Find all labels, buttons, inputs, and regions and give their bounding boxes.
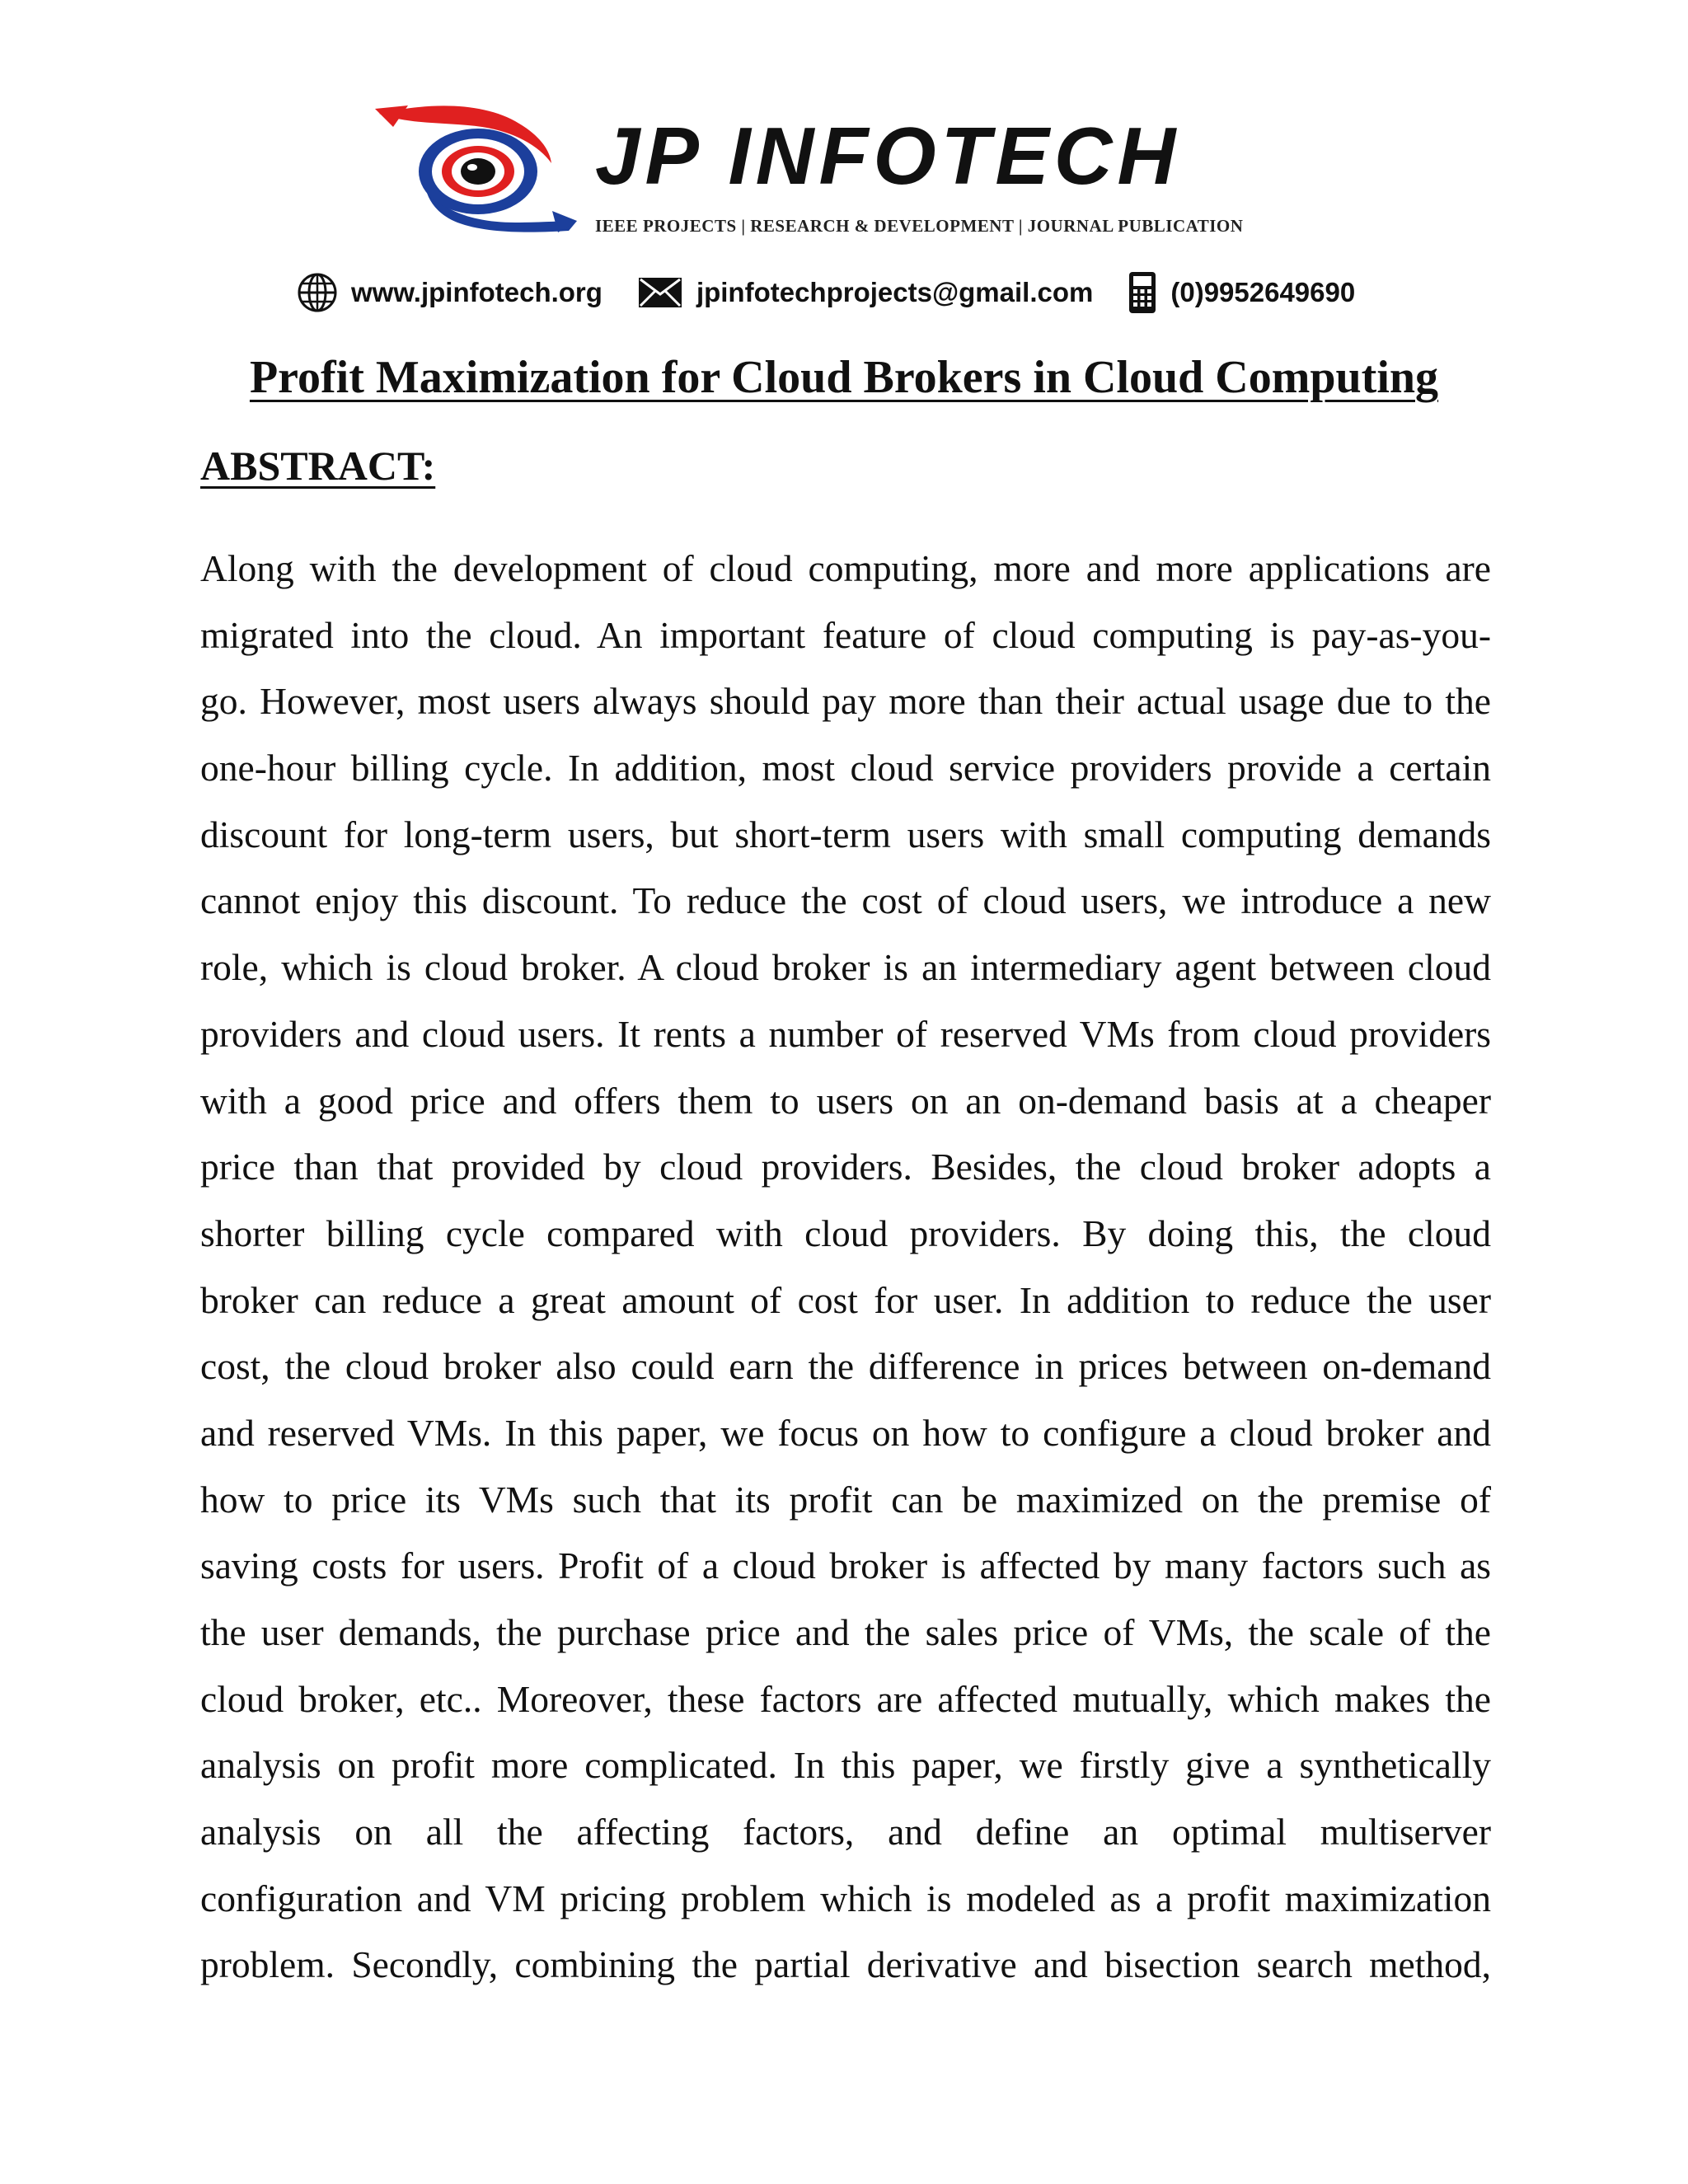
abstract-line: price than that provided by cloud providers. Besides, the cloud broker adopts a <box>200 1146 1491 1188</box>
website-text: www.jpinfotech.org <box>351 277 603 307</box>
document-title: Profit Maximization for Cloud Brokers in Cloud Computing <box>249 352 1439 403</box>
envelope-icon <box>637 276 683 309</box>
abstract-line: configuration and VM pricing problem which is modeled as a profit maximization <box>200 1877 1491 1919</box>
abstract-line: broker can reduce a great amount of cost for user. In addition to reduce the user <box>200 1278 1491 1321</box>
abstract-line: problem. Secondly, combining the partial derivative and bisection search method, <box>200 1943 1491 1986</box>
abstract-line: and reserved VMs. In this paper, we focus on how to configure a cloud broker and <box>200 1411 1491 1454</box>
abstract-line: shorter billing cycle compared with cloud providers. By doing this, the cloud <box>200 1212 1491 1254</box>
website-contact[interactable] <box>297 272 603 313</box>
abstract-line: providers and cloud users. It rents a number of reserved VMs from cloud providers <box>200 1012 1491 1055</box>
abstract-line: how to price its VMs such that its profit can be maximized on the premise of <box>200 1478 1491 1521</box>
phone-contact[interactable] <box>1128 270 1355 315</box>
email-contact[interactable] <box>637 276 1093 309</box>
globe-icon <box>297 272 338 313</box>
abstract-line: discount for long-term users, but short-term users with small computing demands <box>200 813 1491 855</box>
phone-text: (0)9952649690 <box>1170 277 1356 307</box>
abstract-line: cost, the cloud broker also could earn the difference in prices between on-demand <box>200 1345 1491 1388</box>
abstract-line: go. However, most users always should pay more than their actual usage due to the <box>200 680 1491 723</box>
abstract-line: migrated into the cloud. An important feature of cloud computing is pay-as-you- <box>200 613 1491 656</box>
abstract-line: saving costs for users. Profit of a cloud broker is affected by many factors such as <box>200 1544 1491 1587</box>
abstract-line: cloud broker, etc.. Moreover, these factors are affected mutually, which makes the <box>200 1677 1491 1720</box>
brand-name: JP INFOTECH <box>595 110 1181 201</box>
phone-icon <box>1128 270 1157 315</box>
abstract-line: one-hour billing cycle. In addition, most cloud service providers provide a certain <box>200 747 1491 790</box>
abstract-body <box>200 536 1491 1999</box>
email-text: jpinfotechprojects@gmail.com <box>696 277 1094 307</box>
abstract-line: analysis on all the affecting factors, and define an optimal multiserver <box>200 1811 1491 1854</box>
abstract-line: with a good price and offers them to users on an on-demand basis at a cheaper <box>200 1079 1491 1122</box>
abstract-line: Along with the development of cloud computing, more and more applications are <box>200 547 1491 589</box>
abstract-line: role, which is cloud broker. A cloud broker is an intermediary agent between cloud <box>200 946 1491 989</box>
abstract-line: the user demands, the purchase price and the sales price of VMs, the scale of the <box>200 1611 1491 1653</box>
abstract-line: cannot enjoy this discount. To reduce the cost of cloud users, we introduce a new <box>200 879 1491 922</box>
jp-infotech-logo-icon <box>375 99 577 235</box>
brand-tagline: IEEE PROJECTS | RESEARCH & DEVELOPMENT | JOURNAL PUBLICATION <box>595 216 1244 236</box>
abstract-heading: ABSTRACT: <box>200 443 436 489</box>
contact-row <box>297 268 1401 317</box>
abstract-line: analysis on profit more complicated. In this paper, we firstly give a synthetically <box>200 1744 1491 1787</box>
